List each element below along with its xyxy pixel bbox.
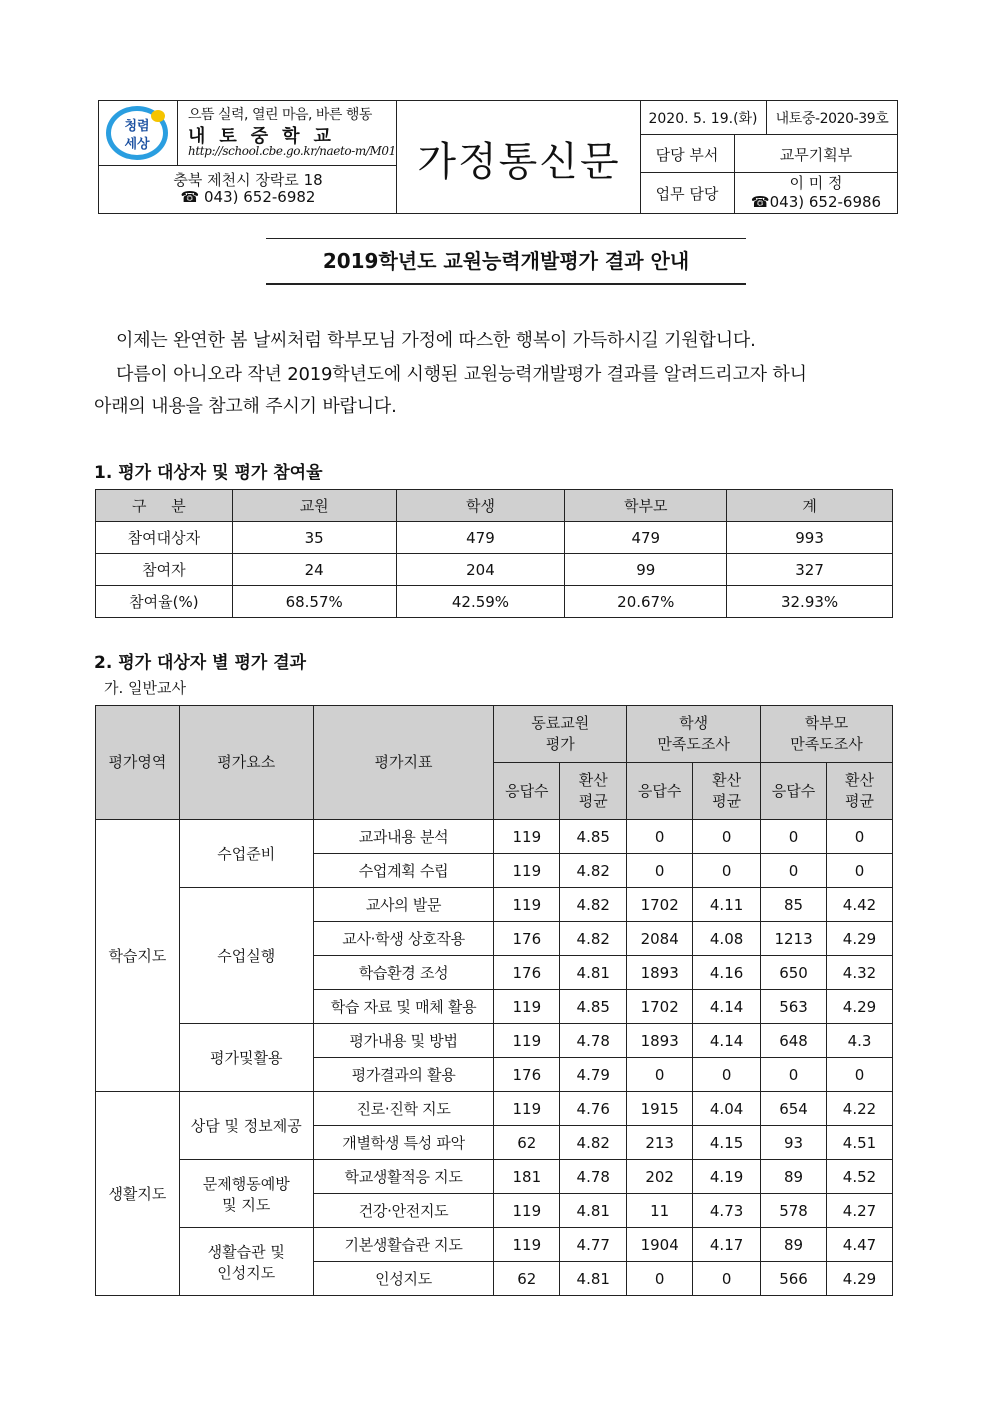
header-avg — [693, 763, 761, 820]
value-cell: 578 — [761, 1194, 827, 1228]
header-avg — [827, 763, 893, 820]
value-cell: 119 — [494, 1194, 560, 1228]
body-line-2: 다름이 아니오라 작년 2019학년도에 시행된 교원능력개발평가 결과를 알려드리고자 하니 — [116, 364, 807, 385]
value-cell: 62 — [494, 1262, 560, 1296]
value-cell: 4.42 — [827, 888, 893, 922]
value-cell: 176 — [494, 1058, 560, 1092]
indicator-cell: 교사·학생 상호작용 — [313, 922, 494, 956]
element-cell: 평가및활용 — [179, 1024, 313, 1092]
issue-date: 2020. 5. 19.(화) — [648, 111, 758, 127]
value-cell: 119 — [494, 990, 560, 1024]
value-cell: 4.78 — [560, 1160, 627, 1194]
dept-value: 교무기획부 — [779, 146, 853, 164]
table-cell: 479 — [565, 522, 727, 554]
header-avg-line1: 환산 — [845, 771, 874, 789]
element-cell: 생활습관 및 인성지도 — [179, 1228, 313, 1296]
table-row — [96, 522, 893, 554]
indicator-cell: 건강·안전지도 — [313, 1194, 494, 1228]
table-cell: 479 — [396, 522, 565, 554]
value-cell: 62 — [494, 1126, 560, 1160]
value-cell: 4.27 — [827, 1194, 893, 1228]
value-cell: 4.85 — [560, 820, 627, 854]
header-resp: 응답수 — [494, 763, 560, 820]
indicator-cell: 평가내용 및 방법 — [313, 1024, 494, 1058]
value-cell: 4.16 — [693, 956, 761, 990]
value-cell: 93 — [761, 1126, 827, 1160]
value-cell: 176 — [494, 956, 560, 990]
value-cell: 4.08 — [693, 922, 761, 956]
area-cell: 생활지도 — [96, 1092, 180, 1296]
header-cell: 교원 — [232, 490, 396, 522]
value-cell: 89 — [761, 1228, 827, 1262]
header-peer-line1: 동료교원 — [531, 714, 590, 732]
value-cell: 11 — [627, 1194, 693, 1228]
header-avg-line1: 환산 — [712, 771, 742, 789]
value-cell: 1893 — [627, 1024, 693, 1058]
table-row — [96, 820, 893, 854]
divider — [177, 100, 178, 165]
value-cell: 119 — [494, 854, 560, 888]
header-student — [627, 706, 761, 763]
value-cell: 4.14 — [693, 1024, 761, 1058]
value-cell: 0 — [827, 854, 893, 888]
header-cell: 구 분 — [96, 490, 233, 522]
value-cell: 4.78 — [560, 1024, 627, 1058]
value-cell: 4.29 — [827, 1262, 893, 1296]
value-cell: 4.14 — [693, 990, 761, 1024]
table-row — [96, 1228, 893, 1262]
section1-heading: 1. 평가 대상자 및 평가 참여율 — [94, 463, 323, 483]
value-cell: 119 — [494, 888, 560, 922]
value-cell: 4.76 — [560, 1092, 627, 1126]
staff-info — [734, 174, 898, 212]
header-area: 평가영역 — [96, 706, 180, 820]
value-cell: 1702 — [627, 888, 693, 922]
header-indicator: 평가지표 — [313, 706, 494, 820]
value-cell: 566 — [761, 1262, 827, 1296]
document-title: 2019학년도 교원능력개발평가 결과 안내 — [266, 238, 746, 285]
value-cell: 4.22 — [827, 1092, 893, 1126]
header-student-line1: 학생 — [679, 714, 709, 732]
divider — [640, 172, 898, 173]
value-cell: 0 — [693, 1058, 761, 1092]
value-cell: 213 — [627, 1126, 693, 1160]
indicator-cell: 평가결과의 활용 — [313, 1058, 494, 1092]
element-cell: 문제행동예방 및 지도 — [179, 1160, 313, 1228]
school-logo — [102, 104, 172, 162]
value-cell: 85 — [761, 888, 827, 922]
value-cell: 1915 — [627, 1092, 693, 1126]
divider — [396, 100, 397, 214]
value-cell: 563 — [761, 990, 827, 1024]
value-cell: 4.52 — [827, 1160, 893, 1194]
body-line-3: 아래의 내용을 참고해 주시기 바랍니다. — [94, 396, 397, 417]
header-avg — [560, 763, 627, 820]
value-cell: 4.82 — [560, 1126, 627, 1160]
value-cell: 1904 — [627, 1228, 693, 1262]
value-cell: 0 — [693, 820, 761, 854]
header-element: 평가요소 — [179, 706, 313, 820]
value-cell: 4.81 — [560, 1262, 627, 1296]
table-cell: 20.67% — [565, 586, 727, 618]
row-label: 참여율(%) — [96, 586, 233, 618]
phone-line: ☎ 043) 652-6982 — [180, 188, 316, 206]
school-address — [100, 172, 396, 206]
value-cell: 89 — [761, 1160, 827, 1194]
value-cell: 4.47 — [827, 1228, 893, 1262]
value-cell: 4.81 — [560, 956, 627, 990]
header-resp: 응답수 — [627, 763, 693, 820]
area-cell: 학습지도 — [96, 820, 180, 1092]
dept-label: 담당 부서 — [655, 146, 719, 164]
value-cell: 4.32 — [827, 956, 893, 990]
value-cell: 119 — [494, 820, 560, 854]
header-avg-line2: 평균 — [578, 792, 608, 810]
value-cell: 4.79 — [560, 1058, 627, 1092]
header-parent — [761, 706, 893, 763]
table-cell: 204 — [396, 554, 565, 586]
value-cell: 4.19 — [693, 1160, 761, 1194]
indicator-cell: 인성지도 — [313, 1262, 494, 1296]
value-cell: 1893 — [627, 956, 693, 990]
value-cell: 181 — [494, 1160, 560, 1194]
header-peer — [494, 706, 627, 763]
header-cell: 학생 — [396, 490, 565, 522]
indicator-cell: 학습환경 조성 — [313, 956, 494, 990]
school-url[interactable]: http://school.cbe.go.kr/naeto-m/M01 — [188, 144, 396, 158]
value-cell: 0 — [761, 820, 827, 854]
table-cell: 99 — [565, 554, 727, 586]
value-cell: 4.3 — [827, 1024, 893, 1058]
school-motto: 으뜸 실력, 열린 마음, 바른 행동 — [188, 107, 372, 123]
element-cell: 수업준비 — [179, 820, 313, 888]
table-cell: 68.57% — [232, 586, 396, 618]
indicator-cell: 교과내용 분석 — [313, 820, 494, 854]
value-cell: 4.15 — [693, 1126, 761, 1160]
value-cell: 4.82 — [560, 888, 627, 922]
element-cell: 수업실행 — [179, 888, 313, 1024]
table-row — [96, 888, 893, 922]
table-cell: 327 — [727, 554, 893, 586]
header-avg-line2: 평균 — [845, 792, 874, 810]
table-row — [96, 1092, 893, 1126]
value-cell: 176 — [494, 922, 560, 956]
value-cell: 0 — [827, 1058, 893, 1092]
logo-text-2: 세상 — [124, 137, 150, 152]
value-cell: 1213 — [761, 922, 827, 956]
value-cell: 4.73 — [693, 1194, 761, 1228]
school-name: 내토중학교 — [188, 126, 345, 147]
table-row — [96, 586, 893, 618]
address-line: 충북 제천시 장락로 18 — [173, 171, 323, 189]
header-cell: 학부모 — [565, 490, 727, 522]
participation-table — [95, 489, 893, 618]
value-cell: 654 — [761, 1092, 827, 1126]
table-cell: 35 — [232, 522, 396, 554]
table-cell: 24 — [232, 554, 396, 586]
header-avg-line1: 환산 — [578, 771, 608, 789]
value-cell: 119 — [494, 1228, 560, 1262]
value-cell: 0 — [627, 1262, 693, 1296]
value-cell: 0 — [627, 820, 693, 854]
header-peer-line2: 평가 — [545, 735, 575, 753]
section2-heading: 2. 평가 대상자 별 평가 결과 — [94, 653, 307, 673]
value-cell: 1702 — [627, 990, 693, 1024]
body-line-1: 이제는 완연한 봄 날씨처럼 학부모님 가정에 따스한 행복이 가득하시길 기원합니다. — [116, 330, 756, 351]
logo-text-1: 청렴 — [124, 119, 150, 134]
table-cell: 42.59% — [396, 586, 565, 618]
staff-phone: ☎043) 652-6986 — [750, 193, 882, 211]
value-cell: 650 — [761, 956, 827, 990]
section2-subheading: 가. 일반교사 — [104, 679, 186, 697]
value-cell: 4.82 — [560, 922, 627, 956]
value-cell: 4.04 — [693, 1092, 761, 1126]
table-row — [96, 1024, 893, 1058]
indicator-cell: 학습 자료 및 매체 활용 — [313, 990, 494, 1024]
value-cell: 4.81 — [560, 1194, 627, 1228]
newsletter-title: 가정통신문 — [417, 139, 621, 185]
value-cell: 0 — [627, 854, 693, 888]
value-cell: 4.85 — [560, 990, 627, 1024]
indicator-cell: 교사의 발문 — [313, 888, 494, 922]
value-cell: 648 — [761, 1024, 827, 1058]
header-avg-line2: 평균 — [712, 792, 742, 810]
doc-number: 내토중-2020-39호 — [775, 111, 889, 127]
indicator-cell: 기본생활습관 지도 — [313, 1228, 494, 1262]
value-cell: 4.11 — [693, 888, 761, 922]
value-cell: 4.17 — [693, 1228, 761, 1262]
header-cell: 계 — [727, 490, 893, 522]
value-cell: 2084 — [627, 922, 693, 956]
table-row — [96, 554, 893, 586]
header-resp: 응답수 — [761, 763, 827, 820]
value-cell: 0 — [761, 1058, 827, 1092]
value-cell: 4.29 — [827, 922, 893, 956]
value-cell: 4.82 — [560, 854, 627, 888]
value-cell: 0 — [693, 1262, 761, 1296]
value-cell: 4.29 — [827, 990, 893, 1024]
element-cell: 상담 및 정보제공 — [179, 1092, 313, 1160]
table-header-row — [96, 706, 893, 763]
divider — [98, 165, 396, 166]
divider — [640, 134, 898, 135]
indicator-cell: 진로·진학 지도 — [313, 1092, 494, 1126]
table-row — [96, 1160, 893, 1194]
row-label: 참여대상자 — [96, 522, 233, 554]
value-cell: 0 — [827, 820, 893, 854]
value-cell: 0 — [627, 1058, 693, 1092]
staff-name: 이 미 정 — [789, 174, 843, 192]
value-cell: 119 — [494, 1092, 560, 1126]
header-parent-line1: 학부모 — [804, 714, 849, 732]
value-cell: 4.51 — [827, 1126, 893, 1160]
table-cell: 32.93% — [727, 586, 893, 618]
indicator-cell: 학교생활적응 지도 — [313, 1160, 494, 1194]
table-cell: 993 — [727, 522, 893, 554]
value-cell: 202 — [627, 1160, 693, 1194]
staff-label: 업무 담당 — [655, 185, 719, 203]
value-cell: 4.77 — [560, 1228, 627, 1262]
header-student-line2: 만족도조사 — [657, 735, 730, 753]
row-label: 참여자 — [96, 554, 233, 586]
value-cell: 0 — [693, 854, 761, 888]
header-parent-line2: 만족도조사 — [790, 735, 863, 753]
value-cell: 119 — [494, 1024, 560, 1058]
value-cell: 0 — [761, 854, 827, 888]
evaluation-results-table — [95, 705, 893, 1296]
indicator-cell: 개별학생 특성 파악 — [313, 1126, 494, 1160]
indicator-cell: 수업계획 수립 — [313, 854, 494, 888]
table-header-row — [96, 490, 893, 522]
